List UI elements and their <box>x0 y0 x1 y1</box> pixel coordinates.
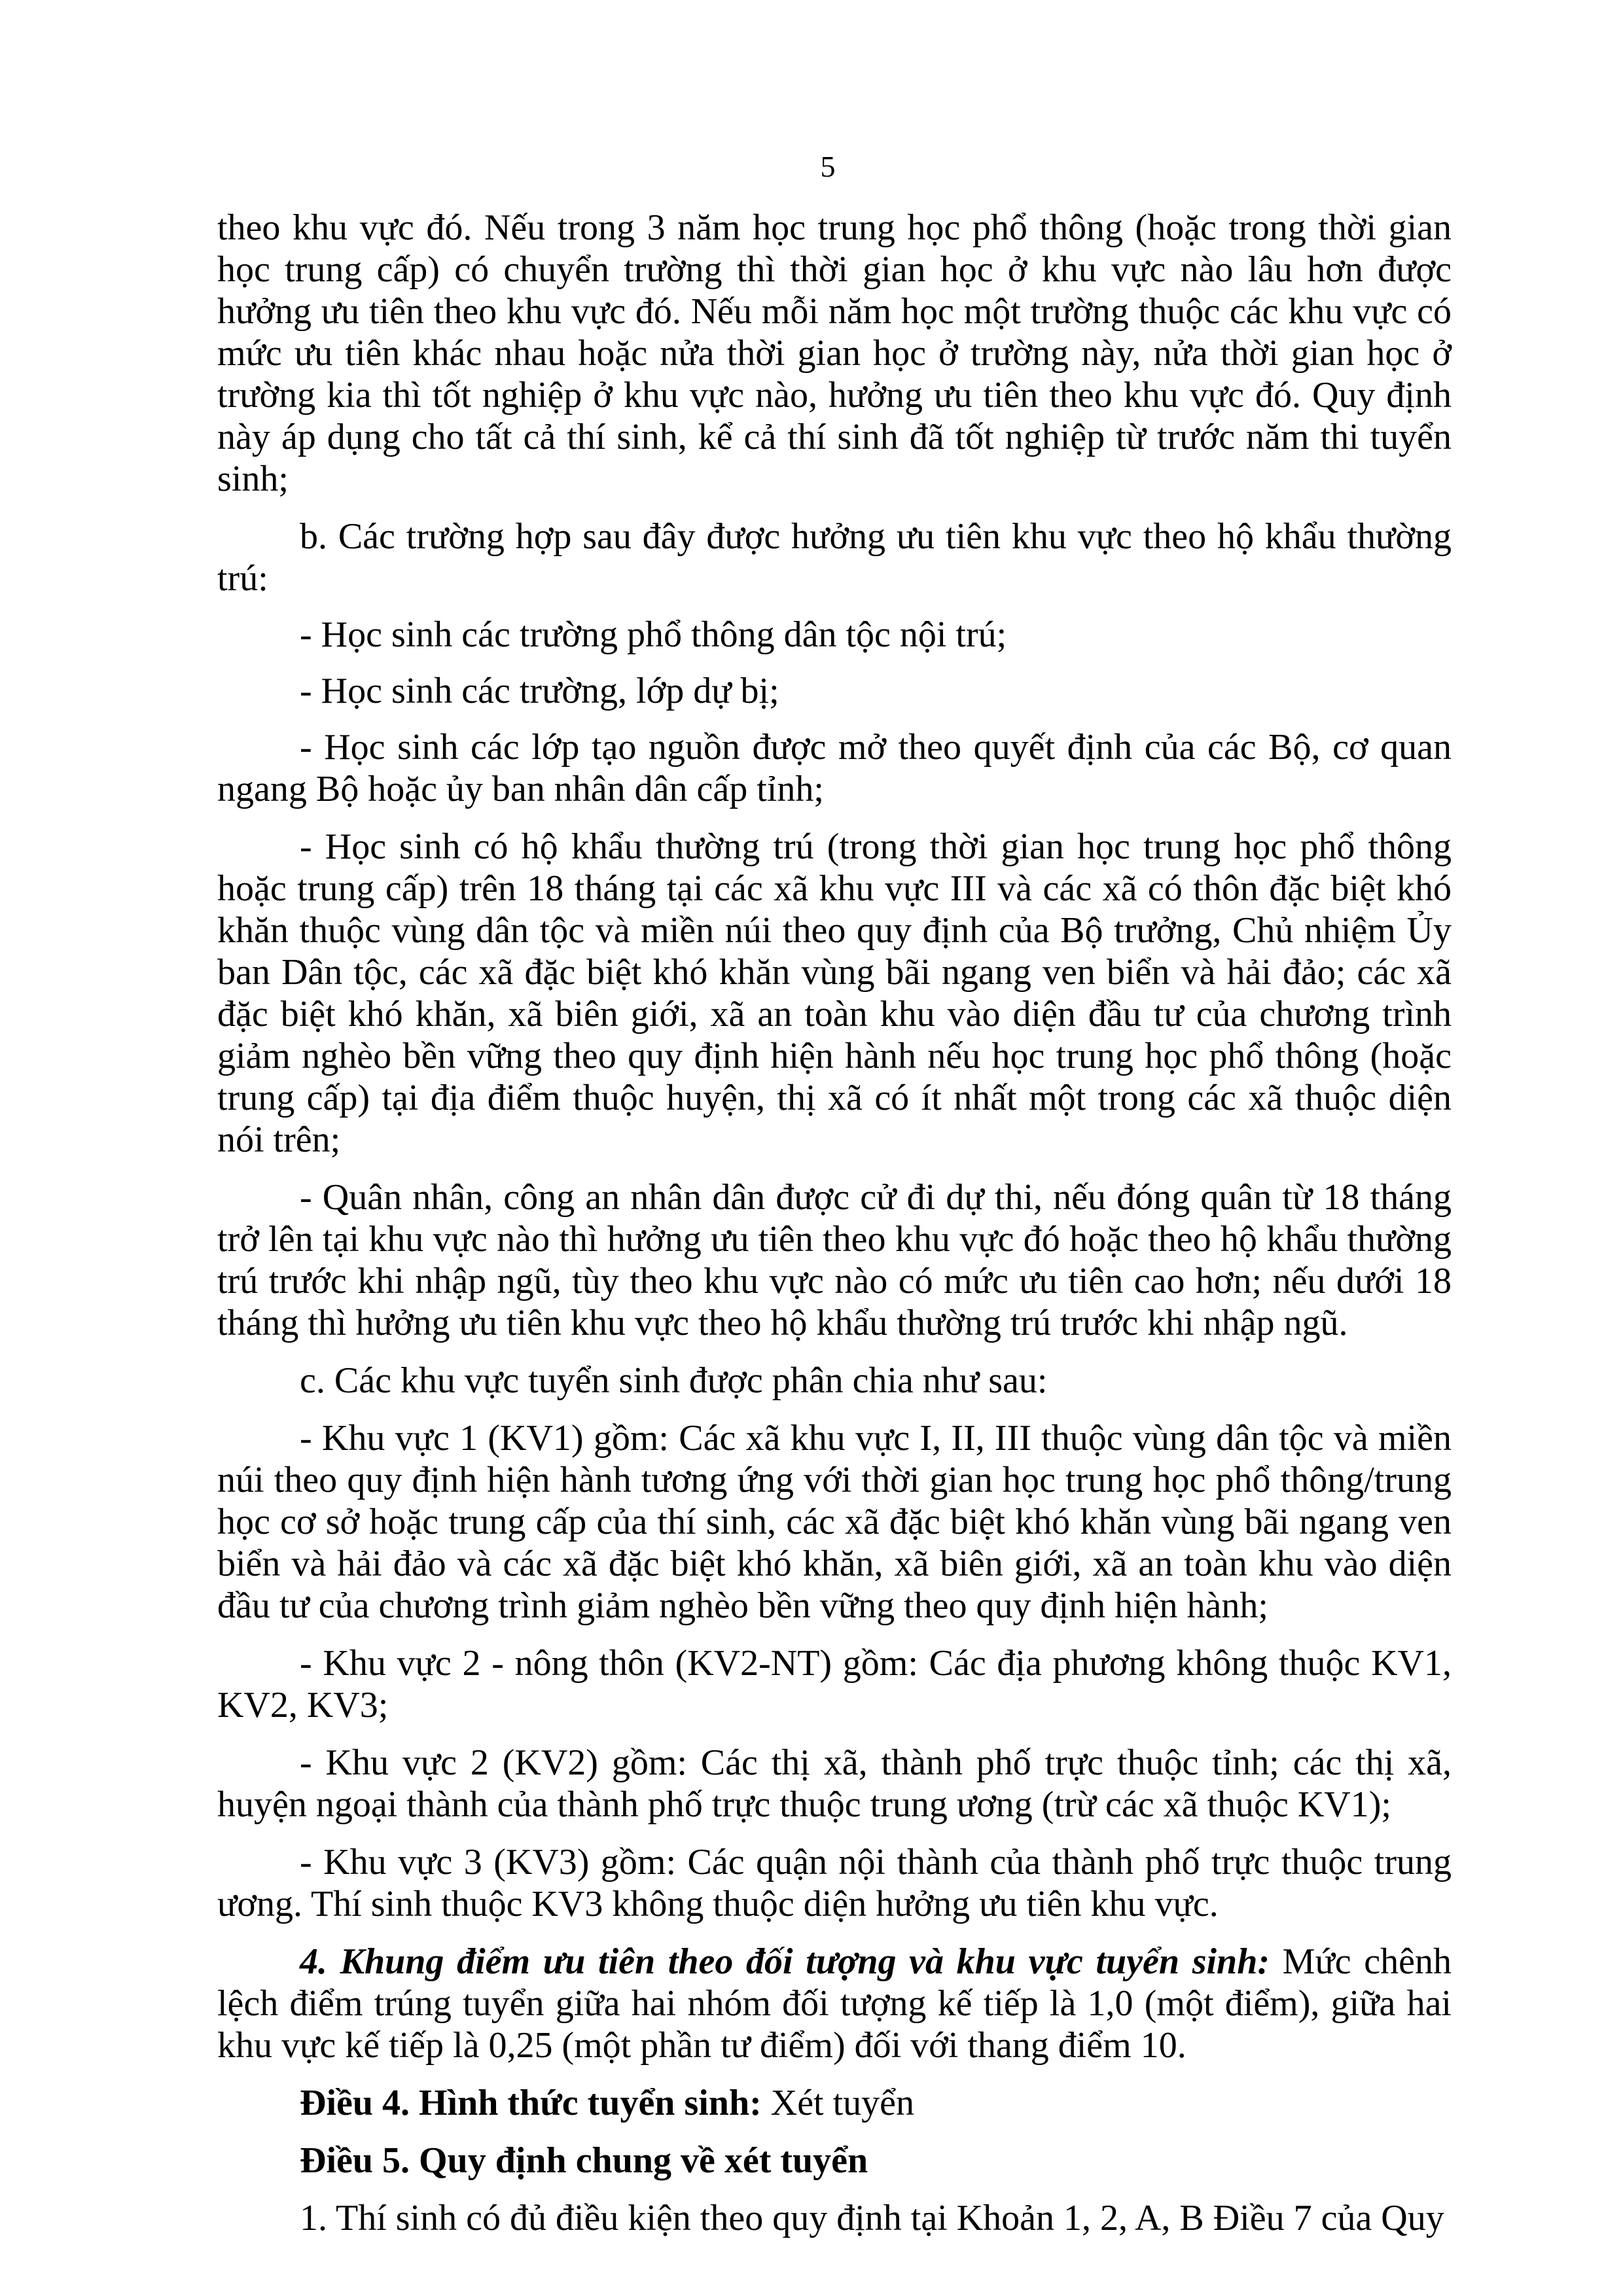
section-4-paragraph <box>217 1941 1452 2066</box>
article-4-heading: Điều 4. Hình thức tuyển sinh: <box>300 2083 762 2123</box>
section-4-heading: 4. Khung điểm ưu tiên theo đối tượng và khu vực tuyển sinh: <box>300 1941 1270 1982</box>
article-5-heading: Điều 5. Quy định chung về xét tuyển <box>300 2140 868 2181</box>
list-item: - Học sinh có hộ khẩu thường trú (trong thời gian học trung học phổ thông hoặc trung cấp) trên 18 tháng tại các xã khu vực III và các xã có thôn đặc biệt khó khăn thuộc vùng dân tộc và miền núi theo quy định của Bộ trưởng, Chủ nhiệm Ủy ban Dân tộc, các xã đặc biệt khó khăn vùng bãi ngang ven biển và hải đảo; các xã đặc biệt khó khăn, xã biên giới, xã an toàn khu vào diện đầu tư của chương trình giảm nghèo bền vững theo quy định hiện hành nếu học trung học phổ thông (hoặc trung cấp) tại địa điểm thuộc huyện, thị xã có ít nhất một trong các xã thuộc diện nói trên; <box>217 826 1452 1160</box>
list-item: - Khu vực 1 (KV1) gồm: Các xã khu vực I, II, III thuộc vùng dân tộc và miền núi theo quy định hiện hành tương ứng với thời gian học trung học phổ thông/trung học cơ sở hoặc trung cấp của thí sinh, các xã đặc biệt khó khăn vùng bãi ngang ven biển và hải đảo và các xã đặc biệt khó khăn, xã biên giới, xã an toàn khu vào diện đầu tư của chương trình giảm nghèo bền vững theo quy định hiện hành; <box>217 1418 1452 1626</box>
list-item: - Khu vực 2 (KV2) gồm: Các thị xã, thành phố trực thuộc tỉnh; các thị xã, huyện ngoại thành của thành phố trực thuộc trung ương (trừ các xã thuộc KV1); <box>217 1742 1452 1825</box>
list-item: - Khu vực 2 - nông thôn (KV2-NT) gồm: Các địa phương không thuộc KV1, KV2, KV3; <box>217 1643 1452 1725</box>
clause-b: b. Các trường hợp sau đây được hưởng ưu tiên khu vực theo hộ khẩu thường trú: <box>217 516 1452 599</box>
article-4-paragraph <box>217 2082 1452 2124</box>
list-item: - Học sinh các lớp tạo nguồn được mở theo quyết định của các Bộ, cơ quan ngang Bộ hoặc ủy ban nhân dân cấp tỉnh; <box>217 727 1452 809</box>
document-body <box>217 207 1452 2255</box>
page-number: 5 <box>820 150 836 183</box>
paragraph-article-5-item-1: 1. Thí sinh có đủ điều kiện theo quy định tại Khoản 1, 2, A, B Điều 7 của Quy <box>300 2198 1444 2238</box>
clause-c: c. Các khu vực tuyển sinh được phân chia như sau: <box>300 1360 1048 1401</box>
list-item: - Quân nhân, công an nhân dân được cử đi dự thi, nếu đóng quân từ 18 tháng trở lên tại khu vực nào thì hưởng ưu tiên theo khu vực đó hoặc theo hộ khẩu thường trú trước khi nhập ngũ, tùy theo khu vực nào có mức ưu tiên cao hơn; nếu dưới 18 tháng thì hưởng ưu tiên khu vực theo hộ khẩu thường trú trước khi nhập ngũ. <box>217 1177 1452 1343</box>
list-item: - Học sinh các trường phổ thông dân tộc nội trú; <box>300 614 1007 655</box>
article-4-text: Xét tuyển <box>761 2083 915 2123</box>
paragraph-continuation: theo khu vực đó. Nếu trong 3 năm học trung học phổ thông (hoặc trong thời gian học trung cấp) có chuyển trường thì thời gian học ở khu vực nào lâu hơn được hưởng ưu tiên theo khu vực đó. Nếu mỗi năm học một trường thuộc các khu vực có mức ưu tiên khác nhau hoặc nửa thời gian học ở trường này, nửa thời gian học ở trường kia thì tốt nghiệp ở khu vực nào, hưởng ưu tiên theo khu vực đó. Quy định này áp dụng cho tất cả thí sinh, kể cả thí sinh đã tốt nghiệp từ trước năm thi tuyển sinh; <box>217 207 1452 499</box>
list-item: - Học sinh các trường, lớp dự bị; <box>300 671 779 711</box>
list-item: - Khu vực 3 (KV3) gồm: Các quận nội thành của thành phố trực thuộc trung ương. Thí sinh thuộc KV3 không thuộc diện hưởng ưu tiên khu vực. <box>217 1842 1452 1924</box>
section-4-text: Mức chênh lệch điểm trúng tuyển giữa hai nhóm đối tượng kế tiếp là 1,0 (một điểm), giữa hai khu vực kế tiếp là 0,25 (một phần tư điểm) đối với thang điểm 10. <box>217 1941 1452 2066</box>
